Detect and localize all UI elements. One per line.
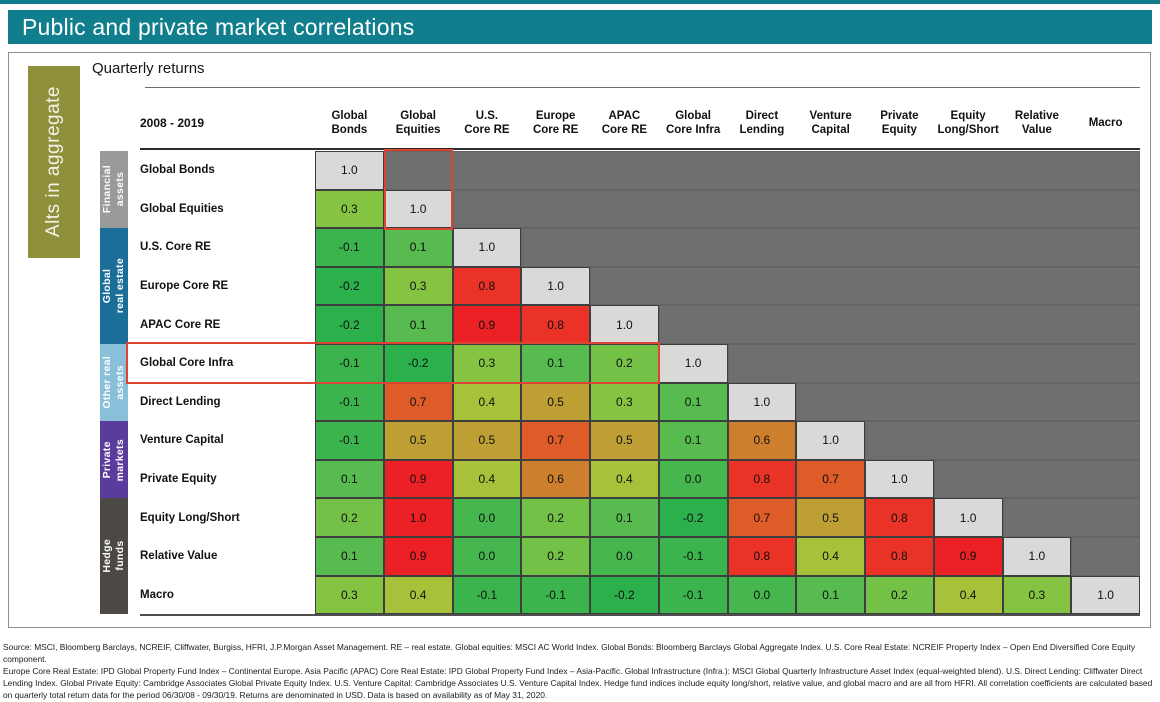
correlation-cell: 0.3 [590,383,659,422]
diagonal-cell: 1.0 [659,344,728,383]
upper-triangle-filler [1003,498,1141,537]
correlation-cell: 0.8 [728,460,797,499]
correlation-cell: 1.0 [384,498,453,537]
correlation-cell: 0.7 [796,460,865,499]
section-heading: Quarterly returns [92,60,205,77]
footnote-line: Source: MSCI, Bloomberg Barclays, NCREIF, Cliffwater, Burgiss, HFRI, J.P.Morgan Asset Management. RE – real estate. Global equities: MSCI AC World Index. Global Bonds: Bloomberg Barclays Global Aggregate Index. U.S. Core Real Estate: NCREIF Property Index – Open End Diversified Core Equity component. [3,642,1136,664]
correlation-cell: 0.1 [659,383,728,422]
group-label-hedge-funds [100,498,128,614]
row-label: Europe Core RE [128,267,315,306]
diagonal-cell: 1.0 [865,460,934,499]
correlation-cell: 0.0 [453,498,522,537]
row-label: Relative Value [128,537,315,576]
diagonal-cell: 1.0 [521,267,590,306]
correlation-cell: 0.0 [728,576,797,615]
correlation-cell: 0.6 [728,421,797,460]
matrix-row [128,460,1140,499]
matrix-row [128,151,1140,190]
correlation-cell: 0.8 [521,305,590,344]
column-header: Venture Capital [809,109,852,136]
row-label: Global Core Infra [128,344,315,383]
matrix-row [128,228,1140,267]
column-header: Relative Value [1014,109,1059,136]
section-divider [145,87,1140,88]
column-header: APAC Core RE [601,109,648,136]
correlation-cell: -0.1 [315,383,384,422]
correlation-cell: 0.4 [453,383,522,422]
group-label-global-real-estate [100,228,128,344]
source-footnote [3,642,1157,702]
aggregate-banner [28,66,80,258]
footnote-line: Lending Index. Global Private Equity: Cambridge Associates Global Private Equity Index. U.S. Venture Capital: Cambridge Associates U.S. Venture Capital Index. Hedge fund indices include equity long/short, relative value, and global macro and are all from HFRI. All correlation coefficients are calculated based [3,677,1153,688]
column-header: Equity Long/Short [937,109,999,136]
row-label: Equity Long/Short [128,498,315,537]
column-headers [315,98,1140,148]
correlation-cell: 0.2 [315,498,384,537]
correlation-cell: -0.1 [659,576,728,615]
correlation-cell: 0.8 [865,498,934,537]
correlation-cell: 0.3 [453,344,522,383]
diagonal-cell: 1.0 [1071,576,1140,615]
column-header: U.S. Core RE [464,109,510,136]
correlation-cell: -0.1 [453,576,522,615]
diagonal-cell: 1.0 [384,190,453,229]
page-title-text: Public and private market correlations [22,13,415,40]
correlation-cell: -0.1 [315,228,384,267]
group-label-text: Other real assets [101,356,126,409]
group-label-financial-assets [100,151,128,228]
page-title [8,10,1152,44]
correlation-cell: -0.1 [659,537,728,576]
upper-triangle-filler [865,421,1140,460]
group-label-other-real-assets [100,344,128,421]
header-divider [140,148,1140,150]
column-header: Global Bonds [331,109,368,136]
column-header: Europe Core RE [532,109,579,136]
matrix-row [128,576,1140,615]
correlation-cell: 0.5 [590,421,659,460]
correlation-cell: 0.9 [384,537,453,576]
matrix-row [128,421,1140,460]
correlation-cell: 0.5 [453,421,522,460]
upper-triangle-filler [590,267,1140,306]
correlation-cell: 0.3 [384,267,453,306]
column-header: Global Core Infra [665,109,721,136]
diagonal-cell: 1.0 [728,383,797,422]
correlation-cell: 0.7 [728,498,797,537]
group-label-text: Hedge funds [101,539,126,574]
correlation-cell: 0.9 [934,537,1003,576]
correlation-cell: 0.5 [384,421,453,460]
correlation-cell: 0.7 [521,421,590,460]
correlation-cell: 0.3 [1003,576,1072,615]
matrix-row [128,267,1140,306]
correlation-cell: 0.4 [796,537,865,576]
column-header: Direct Lending [739,109,785,136]
correlation-cell: 0.1 [315,460,384,499]
upper-triangle-filler [453,190,1141,229]
correlation-cell: -0.1 [315,344,384,383]
correlation-cell: 0.9 [384,460,453,499]
correlation-cell: -0.2 [315,305,384,344]
correlation-cell: -0.2 [590,576,659,615]
footnote-line: on quarterly total return data for the period 06/30/08 - 09/30/19. Returns are denominated in USD. Data is based on availability as of May 31, 2020. [3,689,548,700]
upper-triangle-filler [1071,537,1140,576]
correlation-cell: 0.4 [453,460,522,499]
matrix-row [128,190,1140,229]
correlation-cell: 0.2 [865,576,934,615]
matrix-row [128,305,1140,344]
correlation-cell: 0.6 [521,460,590,499]
correlation-cell: 0.1 [796,576,865,615]
group-strip [100,151,128,615]
diagonal-cell: 1.0 [934,498,1003,537]
correlation-cell: -0.1 [315,421,384,460]
diagonal-cell: 1.0 [315,151,384,190]
correlation-cell: -0.2 [384,344,453,383]
upper-triangle-filler [934,460,1140,499]
correlation-cell: 0.1 [315,537,384,576]
correlation-cell: 0.2 [521,498,590,537]
highlight-box-global-core-infra-row [126,342,660,384]
correlation-cell: 0.5 [796,498,865,537]
period-label: 2008 - 2019 [140,116,205,130]
correlation-cell: -0.1 [521,576,590,615]
correlation-cell: 0.0 [659,460,728,499]
correlation-cell: 0.4 [590,460,659,499]
row-label: U.S. Core RE [128,228,315,267]
correlation-cell: 0.1 [384,305,453,344]
correlation-cell: 0.3 [315,190,384,229]
row-label: Global Bonds [128,151,315,190]
column-header: Global Equities [395,109,441,136]
matrix-row [128,498,1140,537]
group-label-text: Financial assets [101,165,126,214]
aggregate-banner-label: Alts in aggregate [43,86,64,238]
correlation-cell: 0.3 [315,576,384,615]
highlight-box-global-equities-column [384,149,453,230]
diagonal-cell: 1.0 [590,305,659,344]
upper-triangle-filler [659,305,1140,344]
correlation-cell: 0.1 [384,228,453,267]
diagonal-cell: 1.0 [1003,537,1072,576]
correlation-cell: 0.4 [934,576,1003,615]
diagonal-cell: 1.0 [453,228,522,267]
correlation-cell: 0.9 [453,305,522,344]
correlation-cell: -0.2 [659,498,728,537]
top-accent-rule [0,0,1160,4]
correlation-cell: -0.2 [315,267,384,306]
column-header: Macro [1088,116,1123,129]
correlation-cell: 0.8 [453,267,522,306]
matrix-bottom-divider [140,614,1140,616]
row-label: Direct Lending [128,383,315,422]
matrix-row [128,383,1140,422]
group-label-text: Private markets [101,438,126,481]
group-label-private-markets [100,421,128,498]
diagonal-cell: 1.0 [796,421,865,460]
upper-triangle-filler [384,151,1140,190]
row-label: Global Equities [128,190,315,229]
row-label: APAC Core RE [128,305,315,344]
upper-triangle-filler [796,383,1140,422]
correlation-cell: 0.1 [590,498,659,537]
correlation-cell: 0.0 [590,537,659,576]
correlation-cell: 0.4 [384,576,453,615]
matrix-row [128,537,1140,576]
correlation-cell: 0.5 [521,383,590,422]
correlation-cell: 0.7 [384,383,453,422]
row-label: Private Equity [128,460,315,499]
group-label-text: Global real estate [101,258,126,314]
correlation-cell: 0.0 [453,537,522,576]
correlation-cell: 0.8 [728,537,797,576]
upper-triangle-filler [728,344,1141,383]
footnote-line: Europe Core Real Estate: IPD Global Property Fund Index – Continental Europe. Asia Pacific (APAC) Core Real Estate: IPD Global Property Fund Index – Asia-Pacific. Global Infrastructure (Infra.): MSCI Global Quarterly Infrastructure Asset Index (equal-weighted blend). U.S. Direct Lending: Cliffwater Direct [3,665,1143,676]
correlation-cell: 0.8 [865,537,934,576]
column-header: Private Equity [880,109,919,136]
matrix-header-row [128,98,1140,148]
correlation-cell: 0.1 [659,421,728,460]
correlation-cell: 0.1 [521,344,590,383]
upper-triangle-filler [521,228,1140,267]
row-label: Macro [128,576,315,615]
row-label: Venture Capital [128,421,315,460]
correlation-cell: 0.2 [590,344,659,383]
correlation-cell: 0.2 [521,537,590,576]
